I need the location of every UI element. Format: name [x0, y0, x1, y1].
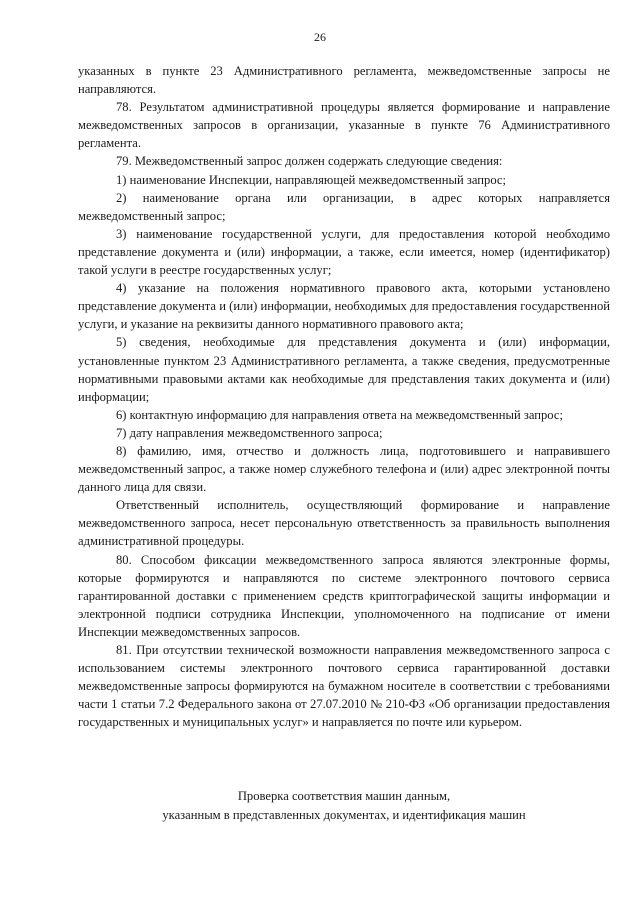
list-item-7: 7) дату направления межведомственного запроса;	[116, 425, 383, 440]
paragraph-responsible: Ответственный исполнитель, осуществляющий формирование и направление межведомственного запроса, несет персональную ответственность за правильность выполнения административной процедуры.	[78, 498, 610, 549]
paragraph-80: 80. Способом фиксации межведомственного запроса являются электронные формы, которые формируются и направляются по системе электронного почтового сервиса гарантированной доставки с применением средств криптографической защиты информации и электронной подписи сотрудника Инспекции, уполномоченного на подписание от имени Инспекции межведомственных запросов.	[78, 552, 610, 639]
paragraph-81: 81. При отсутствии технической возможности направления межведомственного запроса с использованием системы электронного почтового сервиса гарантированной доставки межведомственные запросы формируются на бумажном носителе в соответствии с требованиями части 1 статьи 7.2 Федерального закона от 27.07.2010 № 210-ФЗ «Об организации предоставления государственных и муниципальных услуг» и направляется по почте или курьером.	[78, 643, 610, 730]
paragraph-continuation: указанных в пункте 23 Административного регламента, межведомственные запросы не направляются.	[78, 64, 610, 97]
paragraph-79: 79. Межведомственный запрос должен содержать следующие сведения:	[116, 154, 503, 169]
list-item-3: 3) наименование государственной услуги, для предоставления которой необходимо представление документа и (или) информации, а также, если имеется, номер (идентификатор) такой услуги в реестре государственных услуг;	[78, 226, 610, 278]
list-item-6: 6) контактную информацию для направления ответа на межведомственный запрос;	[116, 407, 563, 422]
list-item-8: 8) фамилию, имя, отчество и должность лица, подготовившего и направившего межведомственный запрос, а также номер служебного телефона и (или) адрес электронной почты данного лица для связи.	[78, 443, 610, 495]
section-heading	[78, 787, 610, 825]
list-item-5: 5) сведения, необходимые для представления документа и (или) информации, установленные пунктом 23 Административного регламента, а также сведения, предусмотренные нормативными правовыми актами как необходимые для представления таких документа и (или) информации;	[78, 335, 610, 404]
list-item-4: 4) указание на положения нормативного правового акта, которыми установлено представление документа и (или) информации, необходимых для предоставления государственной услуги, и указание на реквизиты данного нормативного правового акта;	[78, 281, 610, 332]
paragraph-78: 78. Результатом административной процедуры является формирование и направление межведомственных запросов в организации, указанные в пункте 76 Административного регламента.	[78, 100, 610, 151]
document-body	[78, 62, 610, 731]
list-item-1: 1) наименование Инспекции, направляющей межведомственный запрос;	[116, 172, 507, 187]
list-item-2: 2) наименование органа или организации, в адрес которых направляется межведомственный запрос;	[78, 190, 610, 223]
page-number: 26	[314, 30, 326, 44]
section-heading-line-1: Проверка соответствия машин данным,	[237, 789, 451, 803]
section-heading-line-2: указанным в представленных документах, и идентификация машин	[162, 808, 526, 822]
